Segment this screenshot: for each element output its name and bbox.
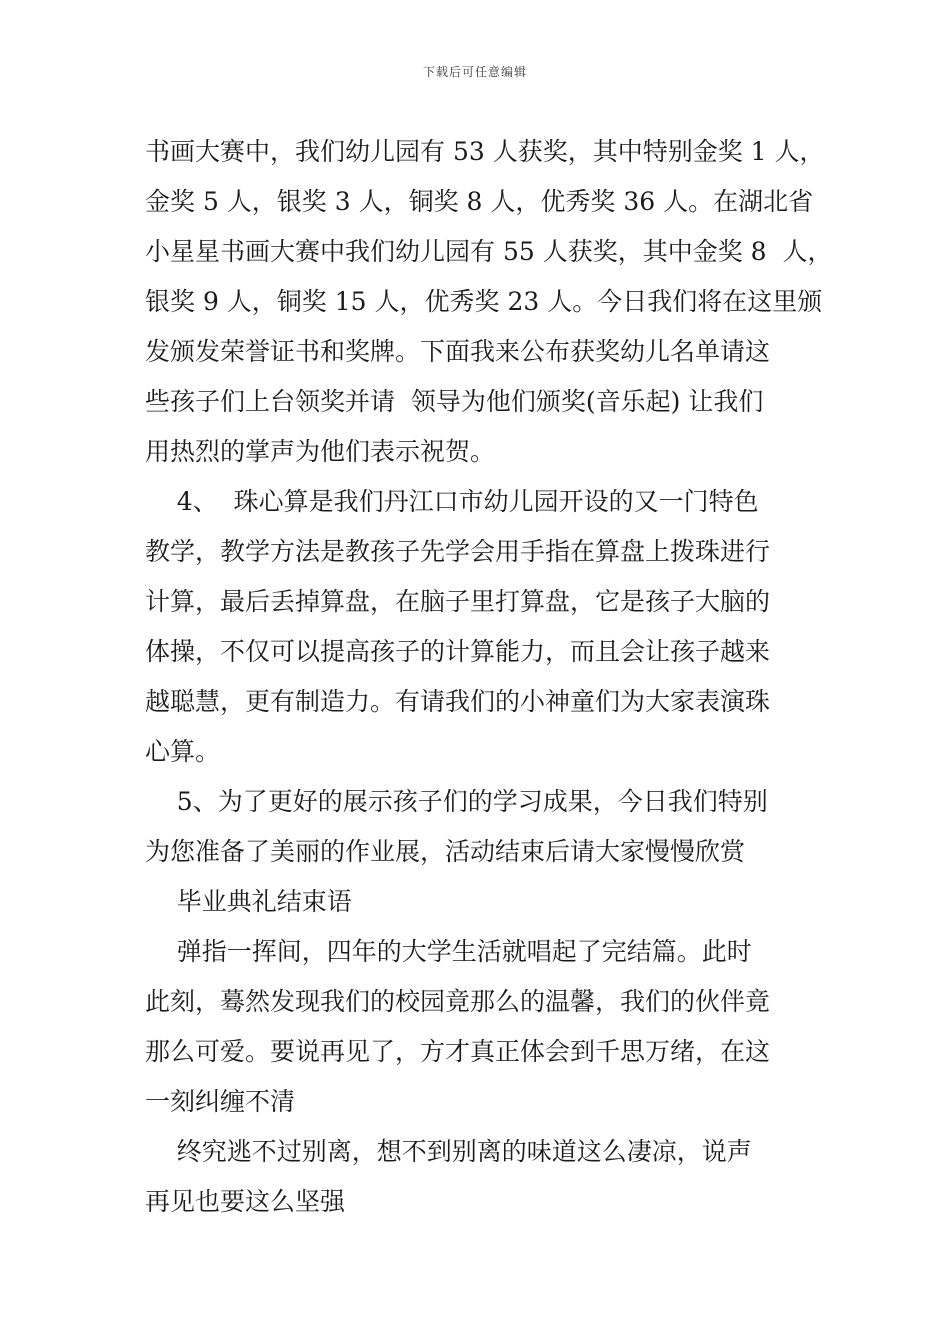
text-line: 些孩子们上台领奖并请 领导为他们颁奖(音乐起) 让我们: [145, 387, 764, 416]
text-line: 教学，教学方法是教孩子先学会用手指在算盘上拨珠进行: [145, 537, 771, 566]
text-line: 那么可爱。要说再见了，方才真正体会到千思万绪，在这: [145, 1037, 771, 1066]
text-line: 终究逃不过别离，想不到别离的味道这么凄凉，说声: [145, 1137, 752, 1166]
text-line: 为您准备了美丽的作业展，活动结束后请大家慢慢欣赏: [145, 837, 746, 866]
section-heading: 毕业典礼结束语: [145, 887, 352, 916]
text-line: 小星星书画大赛中我们幼儿园有 55 人获奖，其中金奖 8 人，: [145, 237, 833, 266]
text-line: 一刻纠缠不清: [145, 1087, 296, 1116]
text-line: 金奖 5 人，银奖 3 人，铜奖 8 人，优秀奖 36 人。在湖北省: [145, 187, 814, 216]
document-body: [145, 127, 833, 1227]
text-line: 4、 珠心算是我们丹江口市幼儿园开设的又一门特色: [145, 487, 759, 516]
text-line: 银奖 9 人，铜奖 15 人，优秀奖 23 人。今日我们将在这里颁: [145, 287, 823, 316]
text-line: 计算，最后丢掉算盘，在脑子里打算盘，它是孩子大脑的: [145, 587, 771, 616]
text-line: 越聪慧，更有制造力。有请我们的小神童们为大家表演珠: [145, 687, 771, 716]
page-header: 下载后可任意编辑: [422, 65, 527, 79]
text-line: 书画大赛中，我们幼儿园有 53 人获奖，其中特别金奖 1 人，: [145, 137, 825, 166]
text-line: 心算。: [145, 737, 221, 766]
text-line: 体操，不仅可以提高孩子的计算能力，而且会让孩子越来: [145, 637, 771, 666]
text-line: 此刻，蓦然发现我们的校园竟那么的温馨，我们的伙伴竟: [145, 987, 771, 1016]
text-line: 用热烈的掌声为他们表示祝贺。: [145, 437, 496, 466]
text-line: 5、为了更好的展示孩子们的学习成果，今日我们特别: [145, 787, 768, 816]
text-line: 弹指一挥间，四年的大学生活就唱起了完结篇。此时: [145, 937, 752, 966]
text-line: 再见也要这么坚强: [145, 1187, 346, 1216]
text-line: 发颁发荣誉证书和奖牌。下面我来公布获奖幼儿名单请这: [145, 337, 771, 366]
